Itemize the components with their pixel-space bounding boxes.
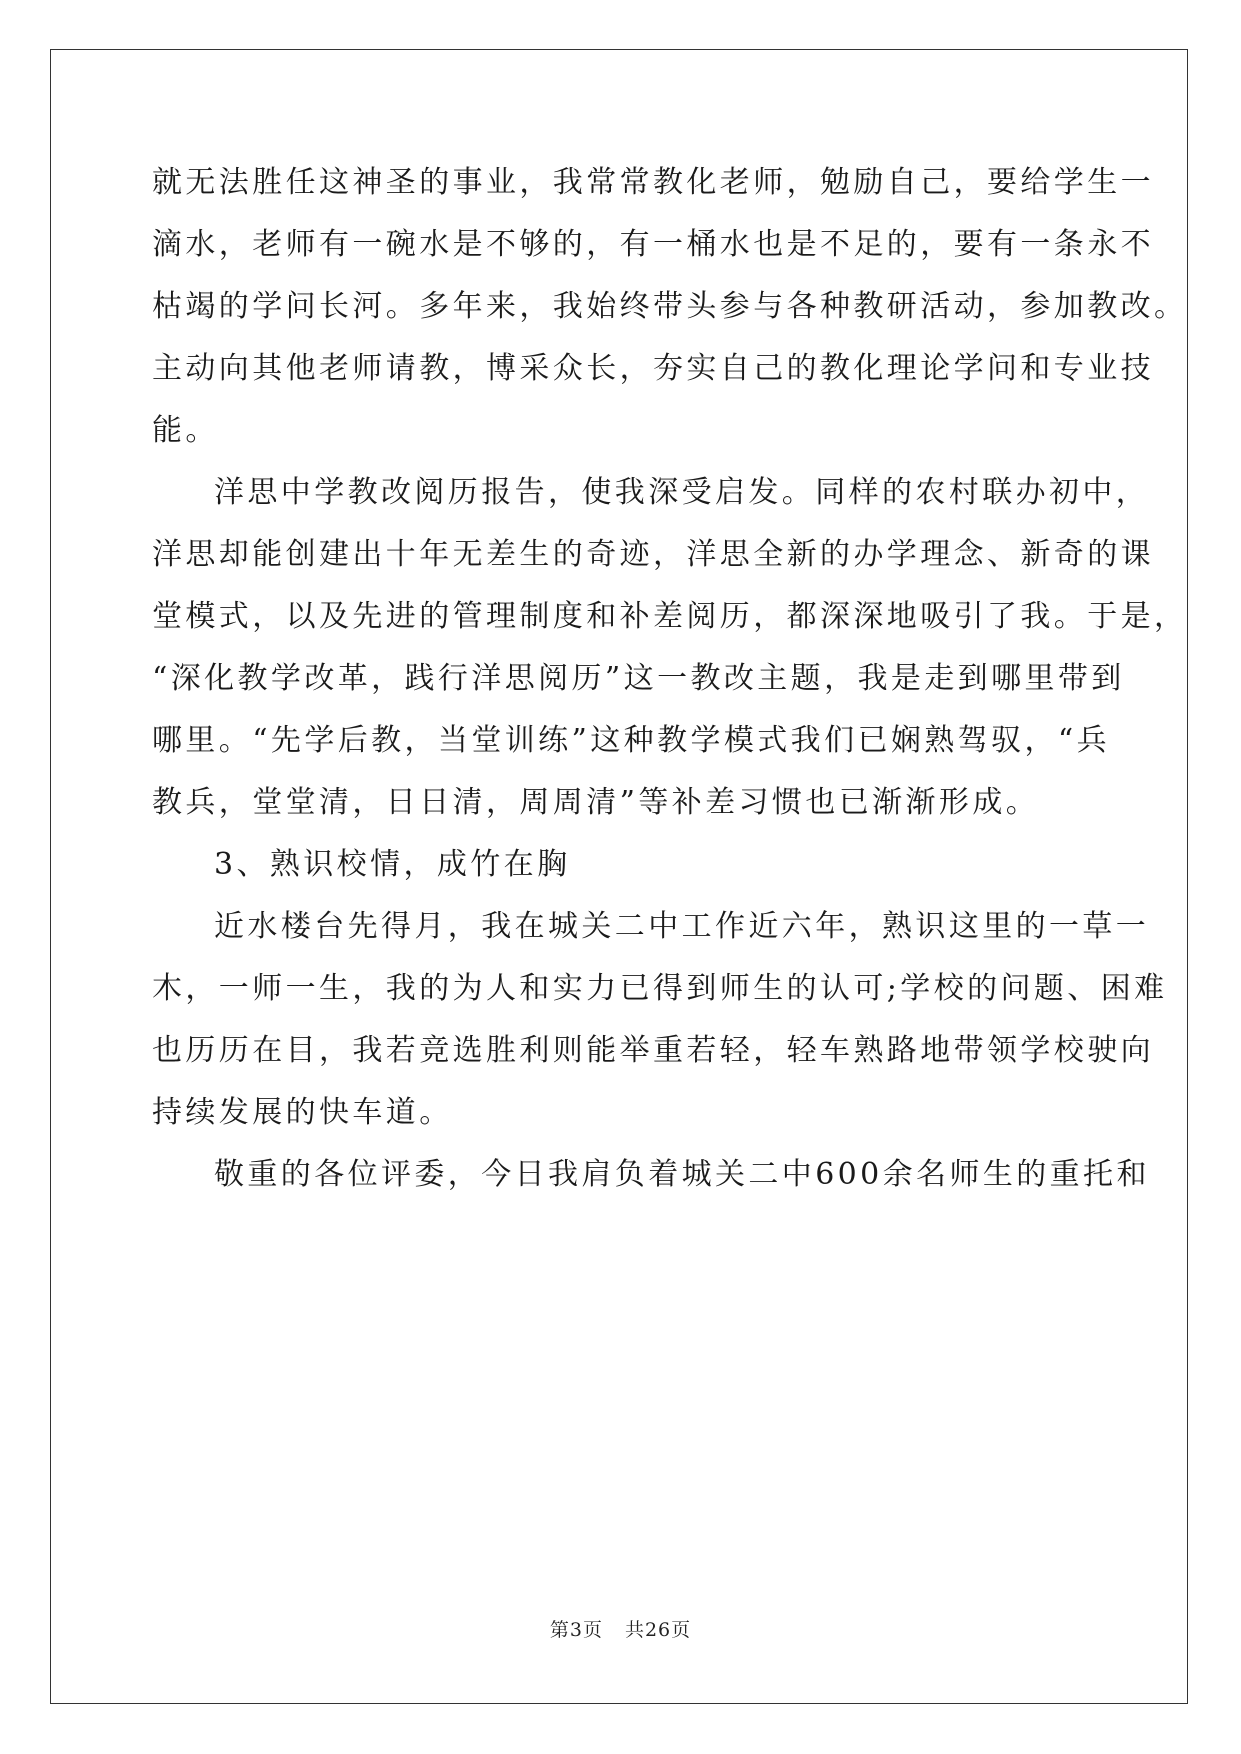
text-line: 也历历在目，我若竞选胜利则能举重若轻，轻车熟路地带领学校驶向: [152, 1033, 1154, 1068]
text-line: 枯竭的学问长河。多年来，我始终带头参与各种教研活动，参加教改。: [152, 289, 1188, 324]
text-line: 堂模式，以及先进的管理制度和补差阅历，都深深地吸引了我。于是，: [152, 599, 1188, 634]
text-line: “深化教学改革，践行洋思阅历”这一教改主题，我是走到哪里带到: [152, 661, 1125, 696]
text-line: 哪里。“先学后教，当堂训练”这种教学模式我们已娴熟驾驭，“兵: [152, 723, 1111, 758]
text-line: 木，一师一生，我的为人和实力已得到师生的认可;学校的问题、困难: [152, 971, 1168, 1006]
paragraph-start-line: 敬重的各位评委，今日我肩负着城关二中600余名师生的重托和: [214, 1157, 1150, 1192]
text-line: 持续发展的快车道。: [152, 1095, 453, 1130]
page-total: 共26页: [624, 1619, 692, 1641]
section-heading: 3、熟识校情，成竹在胸: [214, 847, 571, 882]
document-body: [152, 152, 1188, 1206]
text-line: 主动向其他老师请教，博采众长，夯实自己的教化理论学问和专业技: [152, 351, 1154, 386]
text-line: 能。: [152, 413, 219, 448]
text-line: 洋思却能创建出十年无差生的奇迹，洋思全新的办学理念、新奇的课: [152, 537, 1154, 572]
paragraph-start-line: 近水楼台先得月，我在城关二中工作近六年，熟识这里的一草一: [214, 909, 1150, 944]
text-line: 滴水，老师有一碗水是不够的，有一桶水也是不足的，要有一条永不: [152, 227, 1154, 262]
text-line: 教兵，堂堂清，日日清，周周清”等补差习惯也已渐渐形成。: [152, 785, 1040, 820]
text-line: 就无法胜任这神圣的事业，我常常教化老师，勉励自己，要给学生一: [152, 165, 1154, 200]
paragraph-start-line: 洋思中学教改阅历报告，使我深受启发。同样的农村联办初中，: [214, 475, 1150, 510]
page-number: 第3页: [549, 1619, 603, 1641]
page-footer: [0, 1615, 1241, 1642]
